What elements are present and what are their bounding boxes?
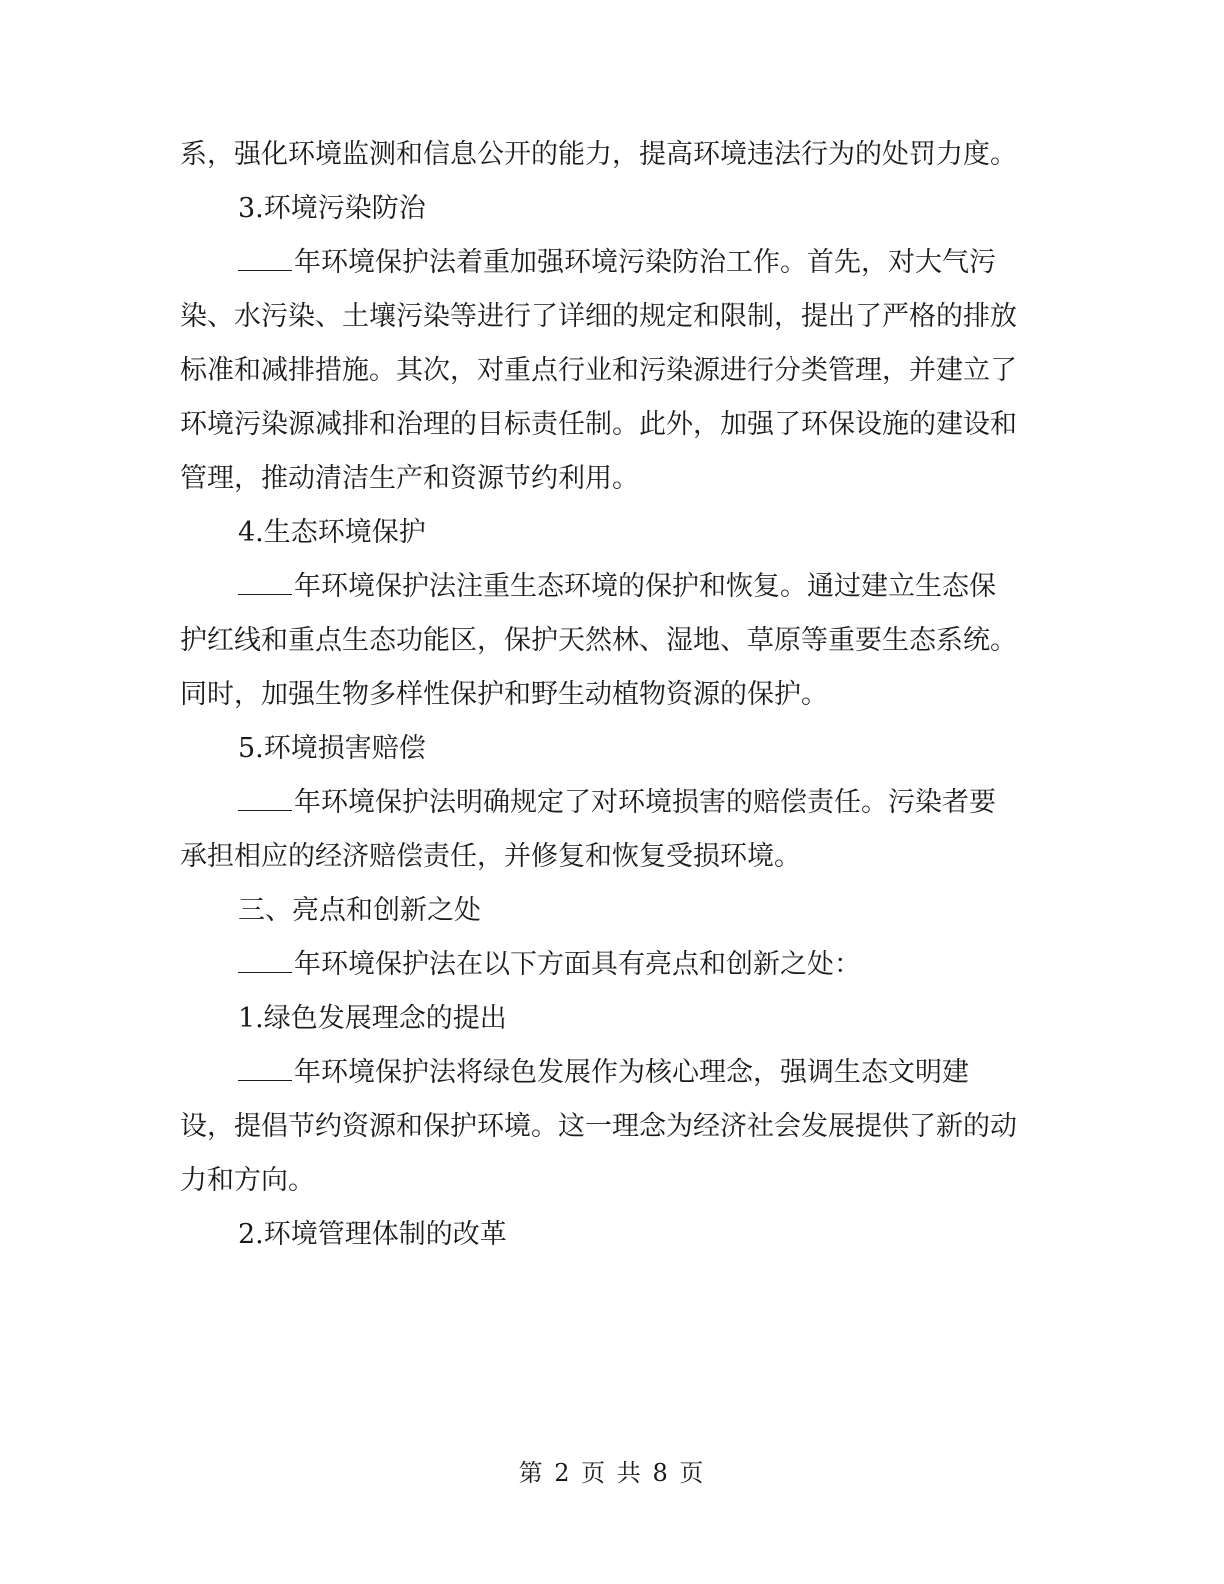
heading-environmental-damage-compensation: 5.环境损害赔偿 — [238, 733, 426, 764]
blank-year-line — [238, 572, 292, 595]
heading-green-development: 1.绿色发展理念的提出 — [238, 1003, 507, 1034]
page-number: 第 2 页 共 8 页 — [518, 1459, 706, 1487]
paragraph-highlights-intro — [180, 938, 1020, 992]
heading-ecological-protection: 4.生态环境保护 — [238, 517, 426, 548]
page-footer — [0, 1458, 1224, 1488]
paragraph-text: 年环境保护法注重生态环境的保护和恢复。通过建立生态保护红线和重点生态功能区，保护天然林、湿地、草原等重要生态系统。同时，加强生物多样性保护和野生动植物资源的保护。 — [180, 571, 1017, 710]
paragraph-text: 年环境保护法明确规定了对环境损害的赔偿责任。污染者要承担相应的经济赔偿责任，并修复和恢复受损环境。 — [180, 787, 996, 872]
blank-year-line — [238, 950, 292, 973]
paragraph-pollution-control — [180, 236, 1020, 506]
section-heading-highlights: 三、亮点和创新之处 — [238, 895, 481, 926]
blank-year-line — [238, 1058, 292, 1081]
blank-year-line — [238, 248, 292, 271]
document-body — [180, 128, 1020, 1262]
paragraph-text: 年环境保护法在以下方面具有亮点和创新之处： — [294, 949, 861, 980]
paragraph-ecological-protection — [180, 560, 1020, 722]
blank-year-line — [238, 788, 292, 811]
paragraph-green-development — [180, 1046, 1020, 1208]
heading-management-reform: 2.环境管理体制的改革 — [238, 1219, 507, 1250]
paragraph-continuation: 系，强化环境监测和信息公开的能力，提高环境违法行为的处罚力度。 — [180, 139, 1017, 170]
paragraph-text: 年环境保护法着重加强环境污染防治工作。首先，对大气污染、水污染、土壤污染等进行了详细的规定和限制，提出了严格的排放标准和减排措施。其次，对重点行业和污染源进行分类管理，并建立了环境污染源减排和治理的目标责任制。此外，加强了环保设施的建设和管理，推动清洁生产和资源节约利用。 — [180, 247, 1017, 494]
paragraph-text: 年环境保护法将绿色发展作为核心理念，强调生态文明建设，提倡节约资源和保护环境。这一理念为经济社会发展提供了新的动力和方向。 — [180, 1057, 1017, 1196]
heading-environmental-pollution-control: 3.环境污染防治 — [238, 193, 426, 224]
paragraph-damage-compensation — [180, 776, 1020, 884]
